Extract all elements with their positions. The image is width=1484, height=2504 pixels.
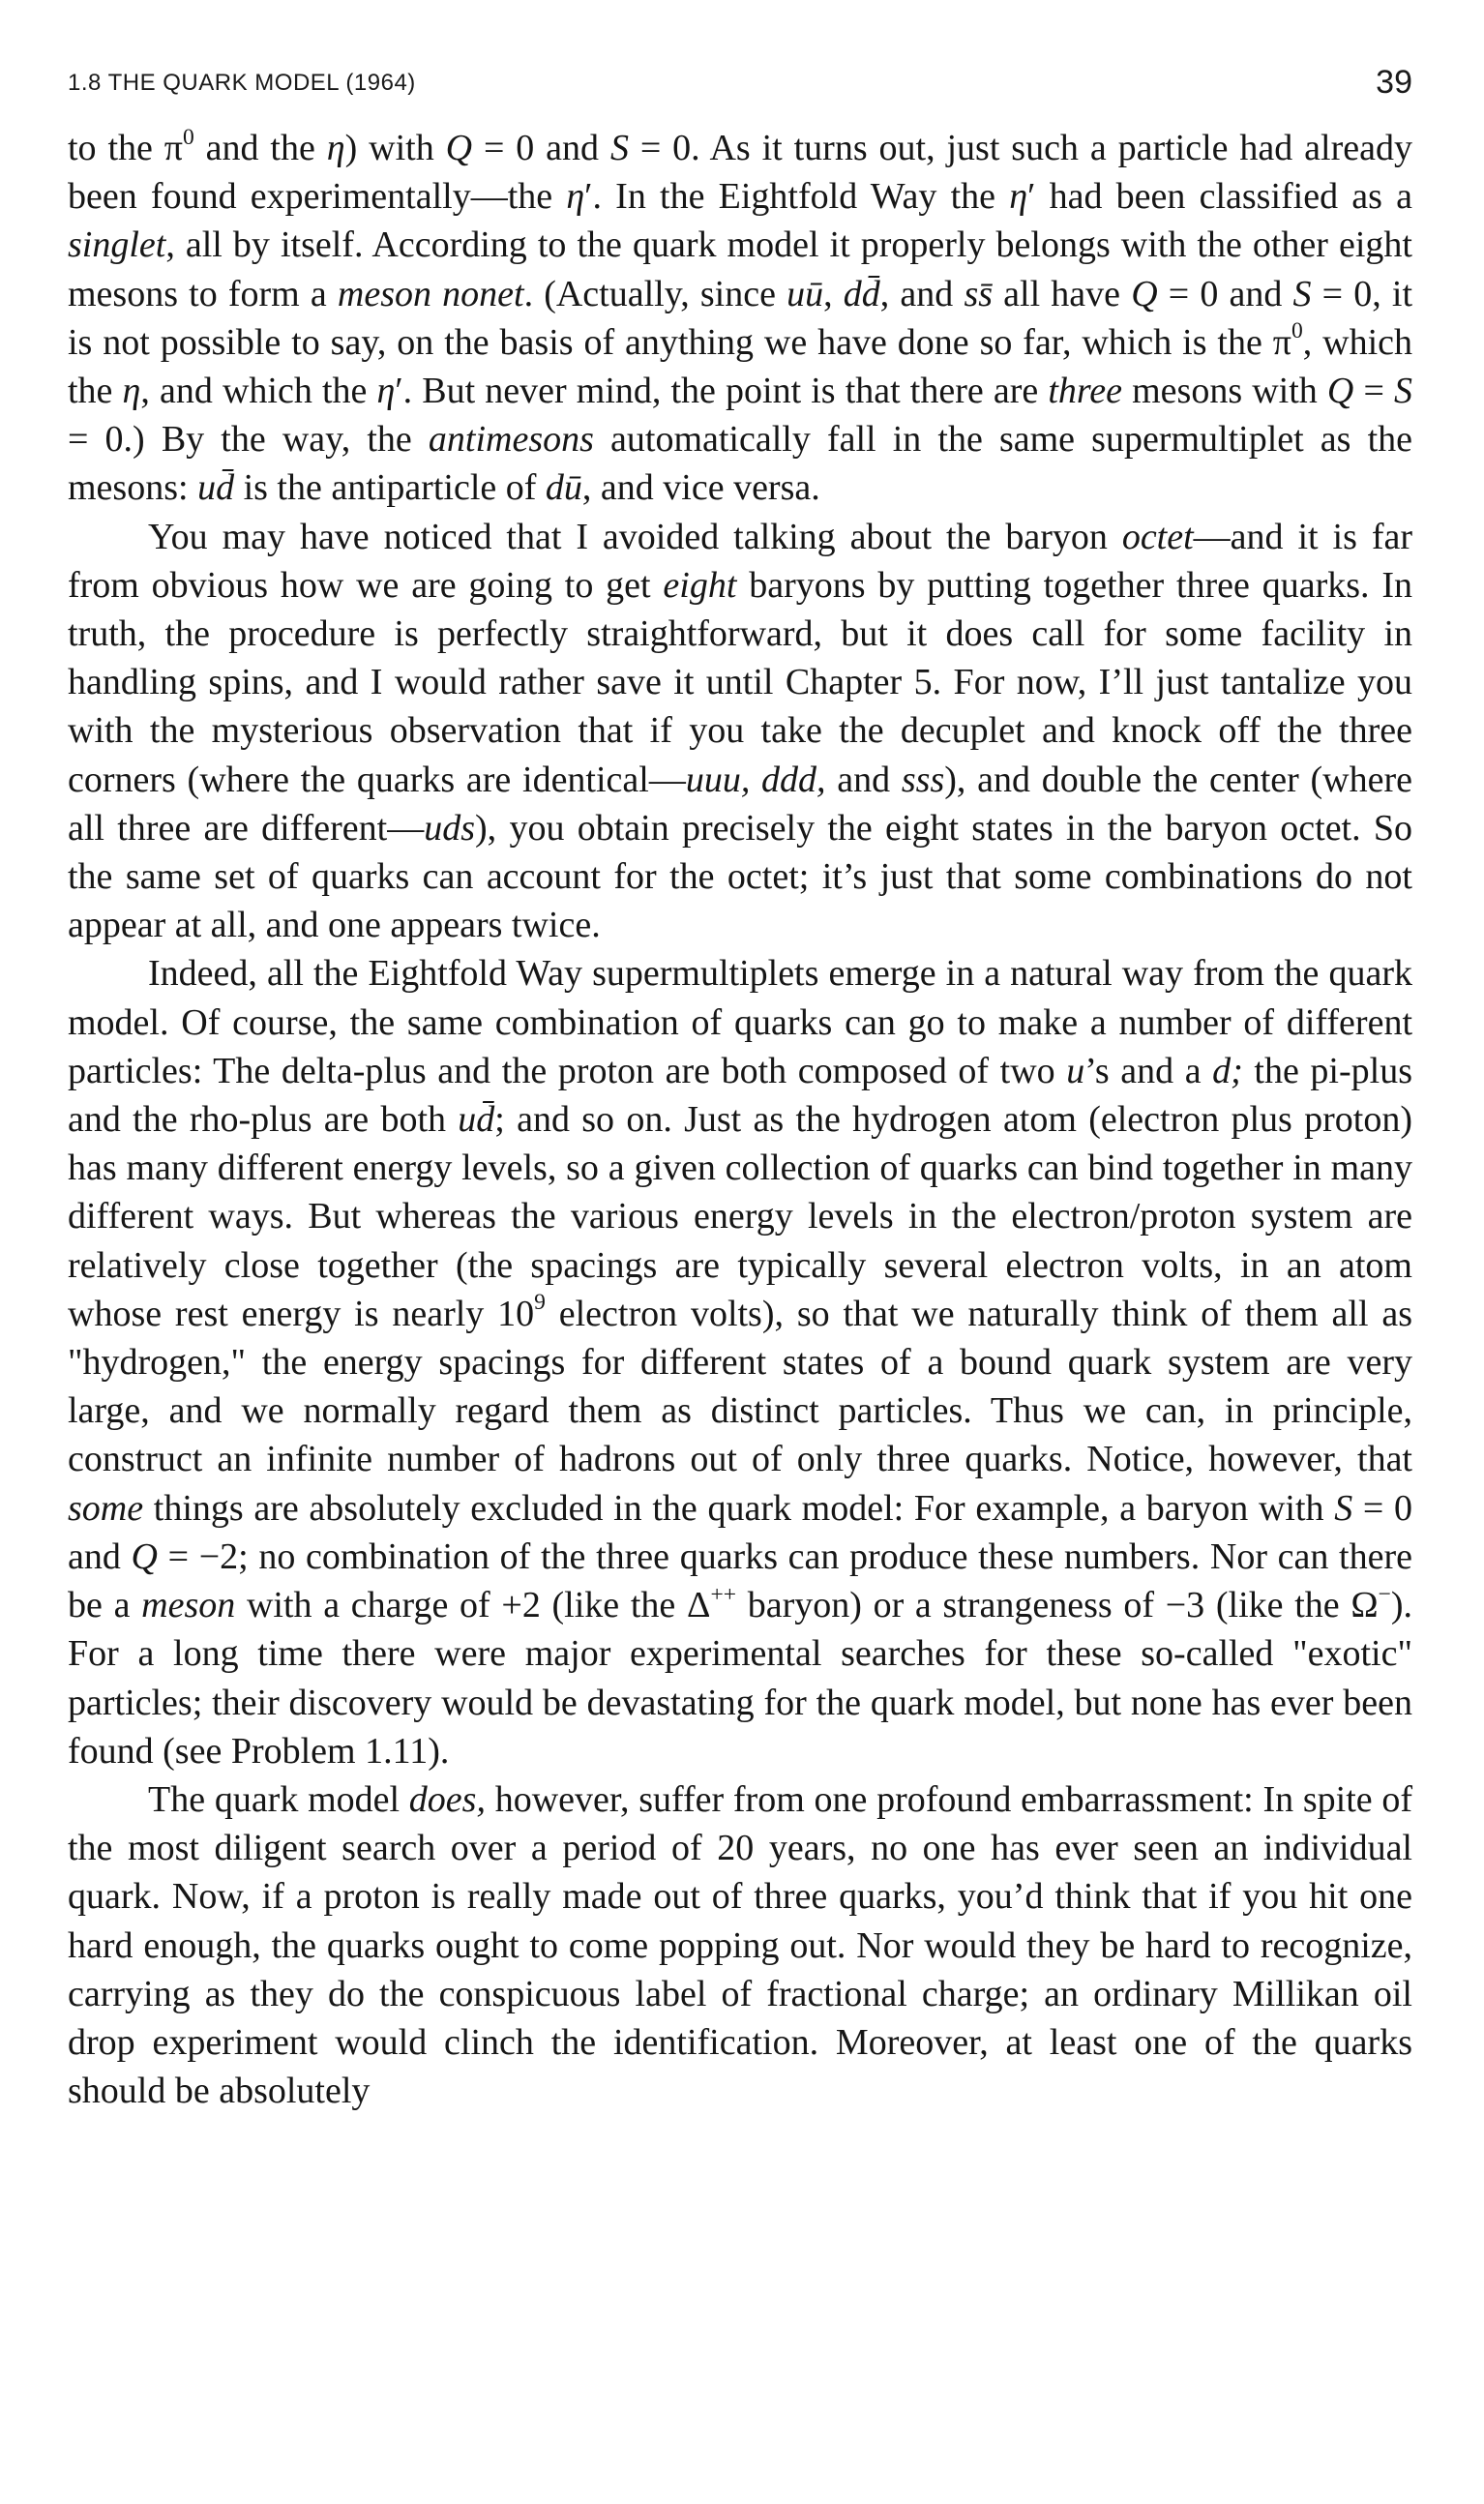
section-title: 1.8 THE QUARK MODEL (1964): [68, 70, 416, 96]
paragraph: You may have noticed that I avoided talking about the baryon octet—and it is far from obvious how we are going to get eight baryons by putting together three quarks. In truth, the procedure is perfectly straightforward, but it does call for some facility in handling spins, and I would rather save it until Chapter 5. For now, I’ll just tantalize you with the mysterious observation that if you take the decuplet and knock off the three corners (where the quarks are identical—uuu, ddd, and sss), and double the center (where all three are different—uds), you obtain precisely the eight states in the baryon octet. So the same set of quarks can account for the octet; it’s just that some combinations do not appear at all, and one appears twice.: [68, 516, 1413, 946]
paragraph: Indeed, all the Eightfold Way supermultiplets emerge in a natural way from the quark model. Of course, the same combination of quarks can go to make a number of different particles: The delta-plus and the proton are both composed of two u’s and a d; the pi-plus and the rho-plus are both ud̄; and so on. Just as the hydrogen atom (electron plus proton) has many different energy levels, so a given collection of quarks can bind together in many different ways. But whereas the various energy levels in the electron/proton system are relatively close together (the spacings are typically several electron volts, in an atom whose rest energy is nearly $10^9$ electron volts), so that we naturally think of them all as "hydrogen," the energy spacings for different states of a bound quark system are very large, and we normally regard them as distinct particles. Thus we can, in principle, construct an infinite number of hadrons out of only three quarks. Notice, however, that some things are absolutely excluded in the quark model: For example, a baryon with S = 0 and Q = −2; no combination of the three quarks can produce these numbers. Nor can there be a meson with a charge of +2 (like the Δ++ baryon) or a strangeness of −3 (like the Ω−). For a long time there were major experimental searches for these so-called "exotic" particles; their discovery would be devastating for the quark model, but none has ever been found (see Problem 1.11).: [68, 953, 1413, 1772]
paragraph: The quark model does, however, suffer from one profound embarrassment: In spite of the most diligent search over a period of 20 years, no one has ever seen an individual quark. Now, if a proton is really made out of three quarks, you’d think that if you hit one hard enough, the quarks ought to come popping out. Nor would they be hard to recognize, carrying as they do the conspicuous label of fractional charge; an ordinary Millikan oil drop experiment would clinch the identification. Moreover, at least one of the quarks should be absolutely: [68, 1778, 1412, 2112]
running-head: [68, 64, 1412, 103]
book-page: [68, 64, 1412, 2115]
body-text: [68, 124, 1412, 2115]
paragraph: to the $\pi^0$ and the η) with Q = 0 and S = 0. As it turns out, just such a particle had already been found experimentally—the η′. In the Eightfold Way the η′ had been classified as a singlet, all by itself. According to the quark model it properly belongs with the other eight mesons to form a meson nonet. (Actually, since uū, dd̄, and ss̄ all have Q = 0 and S = 0, it is not possible to say, on the basis of anything we have done so far, which is the $\pi^0$, which the η, and which the η′. But never mind, the point is that there are three mesons with Q = S = 0.) By the way, the antimesons automatically fall in the same supermultiplet as the mesons: ud̄ is the antiparticle of dū, and vice versa.: [68, 124, 1413, 509]
page-number: 39: [1376, 64, 1412, 101]
